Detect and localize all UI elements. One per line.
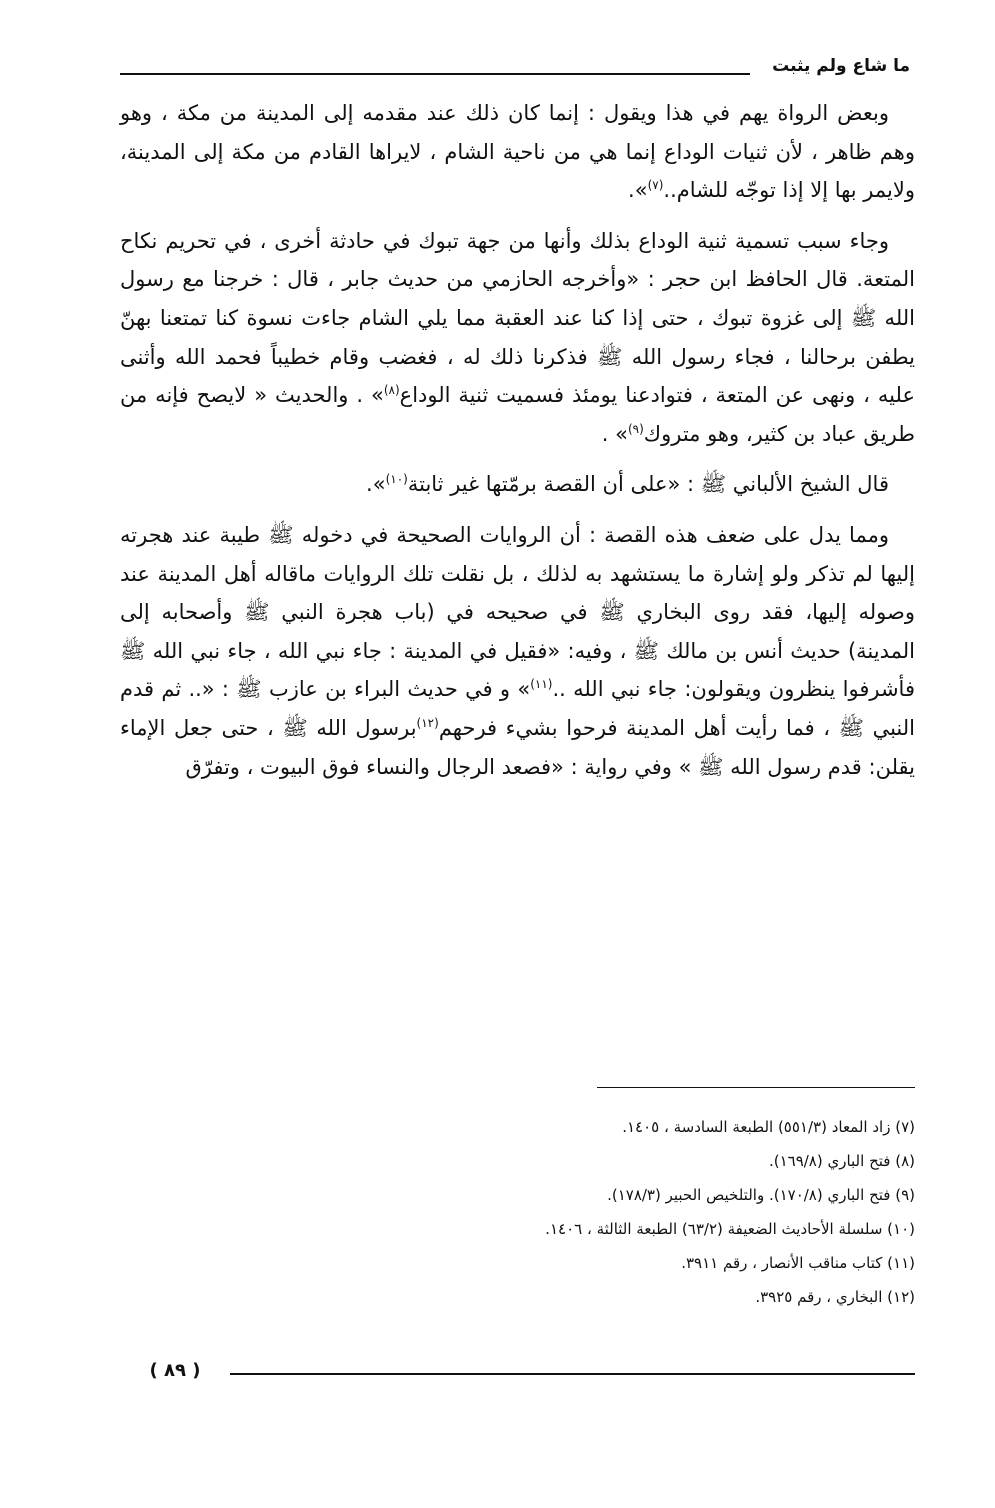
footnote-ref-9: (٩) bbox=[627, 421, 644, 436]
p4-text-a: ومما يدل على ضعف هذه القصة : أن الروايات الصحيحة في دخوله ﷺ طيبة عند هجرته إليها لم تذكر ولو إشارة ما يستشهد به لذلك ، بل نقلت تلك الروايات ماقاله أهل المدينة عند وصوله إليها، فقد روى البخاري ﷺ في صحيحه في (باب هجرة النبي ﷺ وأصحابه إلى المدينة) حديث أنس بن مالك ﷺ ، وفيه: «فقيل في المدينة : جاء نبي الله ، جاء نبي الله ﷺ فأشرفوا ينظرون ويقولون: جاء نبي الله .. bbox=[120, 522, 915, 702]
footnote-7: (٧) زاد المعاد (٥٥١/٣) الطبعة السادسة ، ١٤٠٥. bbox=[622, 1118, 915, 1136]
footer-rule bbox=[230, 1373, 915, 1375]
p3-text: قال الشيخ الألباني ﷺ : «على أن القصة برمّتها غير ثابتة bbox=[407, 472, 889, 497]
footnote-12: (١٢) البخاري ، رقم ٣٩٢٥. bbox=[755, 1288, 915, 1306]
footnote-ref-8: (٨) bbox=[383, 383, 400, 398]
footnotes bbox=[150, 1110, 915, 1314]
footnote-11: (١١) كتاب مناقب الأنصار ، رقم ٣٩١١. bbox=[681, 1254, 915, 1272]
p3-end: ». bbox=[366, 472, 386, 497]
p1-text: وبعض الرواة يهم في هذا ويقول : إنما كان ذلك عند مقدمه إلى المدينة من مكة ، وهو وهم ظاهر ، لأن ثنيات الوداع إنما هي من ناحية الشام ، لايراها القادم من مكة إلى المدينة، ولايمر بها إلا إذا توجّه للشام.. bbox=[120, 101, 915, 203]
running-header bbox=[120, 52, 910, 86]
page-number: ( ٨٩ ) bbox=[149, 1360, 201, 1381]
paragraph-3 bbox=[120, 465, 915, 504]
p4-text-b: » و في حديث البراء بن عازب ﷺ : «.. ثم قدم النبي ﷺ ، فما رأيت أهل المدينة فرحوا بشيء فرحهم bbox=[120, 677, 916, 740]
footnote-ref-10: (١٠) bbox=[385, 472, 408, 487]
footnote-ref-11: (١١) bbox=[530, 677, 553, 692]
footnote-9: (٩) فتح الباري (١٧٠/٨). والتلخيص الحبير (١٧٨/٣). bbox=[607, 1186, 915, 1204]
paragraph-1 bbox=[120, 94, 915, 210]
p2-text-b: » . والحديث « لايصح فإنه من طريق عباد بن كثير، وهو متروك bbox=[120, 383, 915, 446]
paragraph-4 bbox=[120, 516, 915, 786]
footnote-10: (١٠) سلسلة الأحاديث الضعيفة (٦٣/٢) الطبعة الثالثة ، ١٤٠٦. bbox=[545, 1220, 915, 1238]
header-rule bbox=[120, 73, 750, 75]
p1-end: ». bbox=[628, 178, 648, 203]
footnote-8: (٨) فتح الباري (١٦٩/٨). bbox=[768, 1152, 915, 1170]
footnote-ref-12: (١٢) bbox=[416, 715, 439, 730]
paragraph-2 bbox=[120, 222, 915, 454]
header-title: ما شاع ولم يثبت bbox=[772, 56, 910, 76]
p2-text-a: وجاء سبب تسمية ثنية الوداع بذلك وأنها من جهة تبوك في حادثة أخرى ، في تحريم نكاح المتعة. قال الحافظ ابن حجر : «وأخرجه الحازمي من حديث جابر ، قال : خرجنا مع رسول الله ﷺ إلى غزوة تبوك ، حتى إذا كنا عند العقبة مما يلي الشام جاءت نسوة كنا تمتعنا بهنّ يطفن برحالنا ، فجاء رسول الله ﷺ فذكرنا ذلك له ، فغضب وقام خطيباً فحمد الله وأثنى عليه ، ونهى عن المتعة ، فتوادعنا يومئذ فسميت ثنية الوداع bbox=[120, 228, 915, 408]
page-footer bbox=[130, 1358, 915, 1388]
p4-text-c: برسول الله ﷺ ، حتى جعل الإماء يقلن: قدم رسول الله ﷺ » وفي رواية : «فصعد الرجال والنساء فوق البيوت ، وتفرّق bbox=[120, 715, 915, 779]
footnote-ref-7: (٧) bbox=[647, 178, 664, 193]
p2-end: » . bbox=[601, 421, 628, 446]
main-text bbox=[120, 94, 915, 798]
footnote-separator bbox=[597, 1087, 915, 1088]
